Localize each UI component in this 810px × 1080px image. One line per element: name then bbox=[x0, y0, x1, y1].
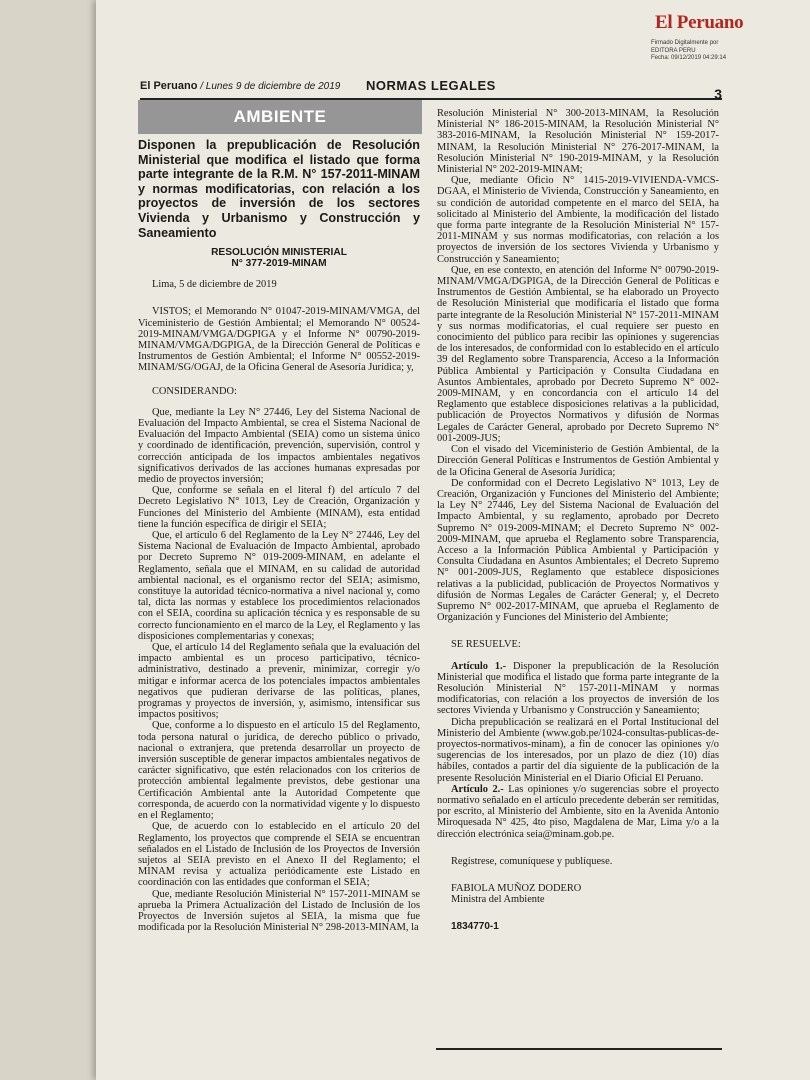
page-header bbox=[140, 78, 722, 100]
section-band: AMBIENTE bbox=[138, 100, 422, 134]
article-1-label: Artículo 1.- bbox=[451, 660, 507, 672]
bottom-rule bbox=[436, 1048, 722, 1050]
stamp-line-2: EDITORA PERU bbox=[651, 47, 696, 54]
left-column bbox=[138, 138, 420, 1058]
resolution-heading bbox=[138, 247, 420, 269]
signer-title: Ministra del Ambiente bbox=[451, 894, 545, 906]
paragraph: Que, mediante Oficio N° 1415-2019-VIVIENDA-VMCS-DGAA, el Ministerio de Vivienda, Construcción y Saneamiento, en su condición de autoridad competente en el marco del SEIA, ha solicitado al Ministerio del Ambiente, la modificación del listado que forma parte integrante de la Resolución Ministerial N° 157-2011-MINAM y sus normas modificatorias, con relación a los proyectos de inversión de los sectores Vivienda y Urbanismo y Construcción y Saneamiento; bbox=[437, 175, 719, 265]
paragraph: De conformidad con el Decreto Legislativo N° 1013, Ley de Creación, Organización y Funciones del Ministerio del Ambiente; la Ley N° 27446, Ley del Sistema Nacional de Evaluación del Impacto Ambiental, y su reglamento, aprobado por Decreto Supremo N° 019-2009-MINAM; el Decreto Supremo N° 002-2009-MINAM, que aprueba el Reglamento sobre Transparencia, Acceso a la Información Pública Ambiental y Participación y Consulta Ciudadana en Asuntos Ambientales; el Decreto Supremo N° 001-2009-JUS, Reglamento que establece disposiciones relativas a la publicidad, publicación de Proyectos Normativos y difusión de Normas Legales de Carácter General; y, el Decreto Supremo N° 002-2017-MINAM, que aprueba el Reglamento de Organización y Funciones del Ministerio del Ambiente; bbox=[437, 477, 719, 624]
signer-name: FABIOLA MUÑOZ DODERO bbox=[451, 883, 582, 894]
paragraph: Que, de acuerdo con lo establecido en el artículo 20 del Reglamento, los proyectos que comprende el SEIA se encuentran señalados en el Listado de Inclusión de los Proyectos de Inversión sujetos al SEIA previsto en el Anexo II del Reglamento; el MINAM revisa y actualiza periódicamente este Listado en coordinación con las entidades que conforman el SEIA; bbox=[138, 821, 420, 889]
stamp-line-3: Fecha: 09/12/2019 04:29:14 bbox=[651, 55, 727, 61]
right-column bbox=[437, 108, 719, 1060]
article-1-text: Disponer la prepublicación de la Resolución Ministerial que modifica el listado que forma parte integrante de la Resolución Ministerial N° 157-2011-MINAM y normas modificatorias, con relación a los proyectos de inversión de los sectores Vivienda y Urbanismo y Construcción y Saneamiento; bbox=[437, 660, 719, 717]
considerando-heading: CONSIDERANDO: bbox=[152, 385, 237, 397]
paragraph: Que, el artículo 6 del Reglamento de la Ley N° 27446, Ley del Sistema Nacional de Evaluación de Impacto Ambiental, aprobado por Decreto Supremo N° 019-2009-MINAM, en adelante el Reglamento, señala que el MINAM, en su calidad de autoridad ambiental nacional, es el organismo rector del SEIA; asimismo, constituye la autoridad técnico-normativa a nivel nacional y, como tal, dicta las normas y establece los procedimientos relacionados con el SEIA, coordina su aplicación técnica y es responsable de su correcto funcionamiento en el marco de la Ley, el Reglamento y las disposiciones complementarias y conexas; bbox=[138, 530, 420, 642]
header-section: NORMAS LEGALES bbox=[366, 78, 496, 93]
closing-formula: Regístrese, comuníquese y publíquese. bbox=[451, 855, 613, 867]
article-2-label: Artículo 2.- bbox=[451, 783, 504, 795]
article-2 bbox=[437, 784, 719, 840]
digital-signature-stamp bbox=[651, 40, 726, 63]
vistos-paragraph: VISTOS; el Memorando N° 01047-2019-MINAM/VMGA, del Viceministerio de Gestión Ambiental; el Memorando N° 00524-2019-MINAM/VMGA/DGPIGA y el Informe N° 00790-2019- MINAM/VMGA/DGPIGA, de la Dirección General de Políticas e Instrumentos de Gestión Ambiental; el Informe N° 00552-2019-MINAM/SG/OGAJ, de la Oficina General de Asesoría Jurídica; y, bbox=[138, 306, 420, 374]
paragraph: Que, en ese contexto, en atención del Informe N° 00790-2019-MINAM/VMGA/DGPIGA, de la Dirección General de Políticas e Instrumentos de Gestión Ambiental, se ha elaborado un Proyecto de Resolución Ministerial que modificaría el listado que forma parte integrante de la Resolución Ministerial N° 157-2011-MINAM y sus normas modificatorias, el cual requiere ser puesto en conocimiento del público para recibir las opiniones y sugerencias de los interesados, de conformidad con lo establecido en el artículo 39 del Reglamento sobre Transparencia, Acceso a la Información Pública Ambiental y Participación y Consulta Ciudadana en Asuntos Ambientales, aprobado por Decreto Supremo N° 002-2009-MINAM, y en concordancia con el artículo 14 del Reglamento que establece disposiciones relativas a la publicidad, publicación de Proyectos Normativos y difusión de Normas Legales de Carácter General, aprobado por Decreto Supremo N° 001-2009-JUS; bbox=[437, 264, 719, 444]
paragraph: Dicha prepublicación se realizará en el Portal Institucional del Ministerio del Ambiente (www.gob.pe/1024-consultas-publicas-de-proyectos-normativos-minam), a fin de conocer las opiniones y/o sugerencias de los interesados, por un plazo de diez (10) días hábiles, contados a partir del día siguiente de la publicación de la presente Resolución Ministerial en el Diario Oficial El Peruano. bbox=[437, 716, 719, 784]
header-date: / Lunes 9 de diciembre de 2019 bbox=[197, 81, 341, 92]
stamp-line-1: Firmado Digitalmente por bbox=[651, 40, 719, 46]
paragraph: Que, el artículo 14 del Reglamento señala que la evaluación del impacto ambiental es un proceso participativo, técnico-administrativo, destinado a prevenir, minimizar, corregir y/o mitigar e informar acerca de los potenciales impactos ambientales negativos que pudieran derivarse de las políticas, planes, programas y proyectos de inversión, y, asimismo, intensificar sus impactos positivos; bbox=[138, 642, 420, 721]
paragraph: Que, mediante Resolución Ministerial N° 157-2011-MINAM se aprueba la Primera Actualización del Listado de Inclusión de los Proyectos de Inversión sujetos al SEIA, la misma que fue modificada por la Resolución Ministerial N° 298-2013-MINAM, la bbox=[138, 888, 420, 934]
paragraph: Con el visado del Viceministerio de Gestión Ambiental, de la Dirección General Políticas e Instrumentos de Gestión Ambiental y de la Oficina General de Asesoría Jurídica; bbox=[437, 444, 719, 478]
article-2-text: Las opiniones y/o sugerencias sobre el proyecto normativo señalado en el artículo precedente deberán ser remitidas, por escrito, al Ministerio del Ambiente, sito en la Avenida Antonio Miroquesada N° 425, 4to piso, Magdalena de Mar, Lima y/o a la dirección electrónica seia@minam.gob.pe. bbox=[437, 783, 719, 840]
resolution-type: RESOLUCIÓN MINISTERIAL bbox=[211, 247, 347, 259]
el-peruano-logo: El Peruano bbox=[655, 12, 744, 33]
article-title: Disponen la prepublicación de Resolución Ministerial que modifica el listado que forma parte integrante de la R.M. N° 157-2011-MINAM y normas modificatorias, con relación a los proyectos de inversión de los sectores Vivienda y Urbanismo y Construcción y Saneamiento bbox=[138, 138, 420, 240]
se-resuelve-heading: SE RESUELVE: bbox=[451, 639, 521, 651]
paragraph: Que, conforme a lo dispuesto en el artículo 15 del Reglamento, toda persona natural o jurídica, de derecho público o privado, nacional o extranjera, que pretenda desarrollar un proyecto de inversión susceptible de generar impactos ambientales negativos de carácter significativo, que estén relacionados con los criterios de protección ambiental legalmente previstos, debe gestionar una Certificación Ambiental ante la Autoridad Competente que corresponda, de acuerdo con la normatividad vigente y lo dispuesto en el Reglamento; bbox=[138, 720, 420, 822]
header-masthead bbox=[140, 80, 340, 92]
article-1 bbox=[437, 661, 719, 717]
place-date: Lima, 5 de diciembre de 2019 bbox=[152, 279, 277, 291]
document-id: 1834770-1 bbox=[451, 921, 499, 933]
page-number: 3 bbox=[714, 86, 722, 102]
header-publication: El Peruano bbox=[140, 80, 198, 92]
paragraph-continued: Resolución Ministerial N° 300-2013-MINAM, la Resolución Ministerial N° 186-2015-MINAM, la Resolución Ministerial N° 383-2016-MINAM, la Resolución Ministerial N° 159-2017-MINAM, la Resolución Ministerial N° 276-2017-MINAM, la Resolución Ministerial N° 190-2019-MINAM, y la Resolución Ministerial N° 202-2019-MINAM; bbox=[437, 108, 719, 176]
resolution-number: N° 377-2019-MINAM bbox=[231, 258, 327, 270]
paragraph: Que, mediante la Ley N° 27446, Ley del Sistema Nacional de Evaluación del Impacto Ambiental, se crea el Sistema Nacional de Evaluación del Impacto Ambiental (SEIA) como un sistema único y coordinado de identificación, prevención, supervisión, control y corrección anticipada de los impactos ambientales negativos significativos derivados de las acciones humanas expresadas por medio de proyectos inversión; bbox=[138, 406, 420, 485]
paragraph: Que, conforme se señala en el literal f) del artículo 7 del Decreto Legislativo N° 1013, Ley de Creación, Organización y Funciones del Ministerio del Ambiente (MINAM), esta entidad tiene la función específica de dirigir el SEIA; bbox=[138, 485, 420, 530]
